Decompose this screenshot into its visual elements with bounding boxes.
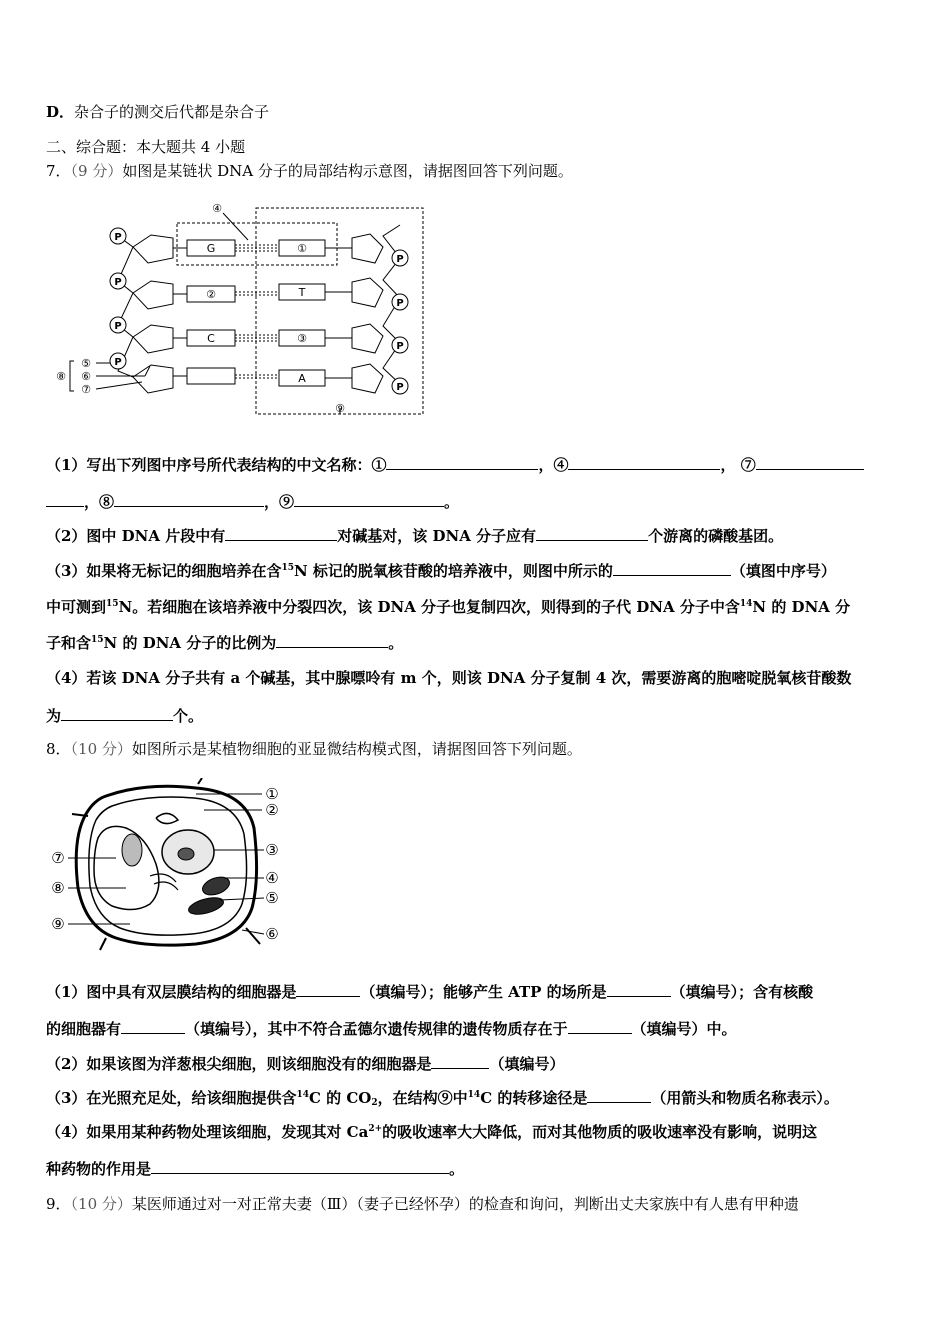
q7-p1-text-a: （1）写出下列图中序号所代表结构的中文名称：① <box>46 456 387 474</box>
cell-label-9: ⑨ <box>51 915 65 933</box>
dna-structure-diagram <box>50 196 430 418</box>
q7-p3-text-a: （3）如果将无标记的细胞培养在含 <box>46 562 282 580</box>
q7-number: 7． <box>46 162 71 180</box>
q8-part3 <box>46 1087 839 1108</box>
q7-p3-text-e: N。若细胞在该培养液中分裂四次，该 DNA 分子也复制四次，则得到的子代 DNA 分子中含 <box>118 598 740 616</box>
p-label-6: P <box>396 298 404 309</box>
q7-blank-4[interactable] <box>568 454 720 470</box>
q7-p2-text-a: （2）图中 DNA 片段中有 <box>46 527 226 545</box>
cell-label-3: ③ <box>265 841 279 859</box>
q7-part4-line2 <box>46 705 203 726</box>
q7-p3-sup-15b: 15 <box>106 599 119 609</box>
q7-p4-text-b: 为 <box>46 707 62 725</box>
q8-stem <box>46 739 582 759</box>
q7-stem-text: 如图是某链状 DNA 分子的局部结构示意图，请据图回答下列问题。 <box>122 162 573 180</box>
q8-p3-text-e: （用箭头和物质名称表示）。 <box>651 1089 839 1107</box>
p-label-5: P <box>396 254 404 265</box>
q8-p2-text-b: （填编号） <box>489 1055 565 1073</box>
q8-p4-text-c: 种药物的作用是 <box>46 1160 152 1178</box>
q8-p3-text-a: （3）在光照充足处，给该细胞提供含 <box>46 1089 297 1107</box>
q7-blank-1[interactable] <box>386 454 538 470</box>
q7-blank-8[interactable] <box>114 491 264 507</box>
q7-p3-sup-15c: 15 <box>91 635 104 645</box>
q7-p3-text-f: N 的 DNA 分 <box>752 598 851 616</box>
option-d-letter: D． <box>46 103 75 121</box>
q8-blank-nucleic[interactable] <box>121 1018 185 1034</box>
q7-p3-sup-14: 14 <box>739 599 753 609</box>
q8-part1-line1 <box>46 981 813 1002</box>
q9-score: （10 分） <box>70 1195 132 1213</box>
label-4: ④ <box>212 202 222 215</box>
q9-number: 9． <box>46 1195 71 1213</box>
q7-blank-pairs[interactable] <box>225 525 337 541</box>
cell-label-7: ⑦ <box>51 849 65 867</box>
q8-p1-text-f: （填编号）中。 <box>631 1020 737 1038</box>
base-t: T <box>298 286 306 299</box>
q7-blank-7b[interactable] <box>46 491 84 507</box>
q8-blank-non-mendel[interactable] <box>568 1018 632 1034</box>
label-3: ③ <box>297 332 307 345</box>
q8-p1-text-e: （填编号），其中不符合孟德尔遗传规律的遗传物质存在于 <box>185 1020 568 1038</box>
q8-p4-sup: 2+ <box>368 1124 383 1134</box>
q7-stem <box>46 161 573 181</box>
base-c: C <box>207 332 215 345</box>
q8-p3-sup-14b: 14 <box>467 1090 481 1100</box>
label-1: ① <box>297 242 307 255</box>
p-label-1: P <box>114 232 122 243</box>
q8-blank-drug[interactable] <box>151 1158 449 1174</box>
q7-part3-line3 <box>46 632 403 653</box>
q8-p1-text-c: （填编号）；含有核酸 <box>670 983 814 1001</box>
p-label-8: P <box>396 382 404 393</box>
q8-p3-sup-14a: 14 <box>296 1090 309 1100</box>
q8-p3-sub-2: 2 <box>371 1098 378 1108</box>
q9-stem-text: 某医师通过对一对正常夫妻（Ⅲ）（妻子已经怀孕）的检查和询问，判断出丈夫家族中有人患有甲种遗 <box>131 1195 799 1213</box>
q7-part2 <box>46 525 783 546</box>
q8-p4-text-a: （4）如果用某种药物处理该细胞，发现其对 Ca <box>46 1123 369 1141</box>
q8-p3-text-d: C 的转移途径是 <box>480 1089 588 1107</box>
q7-p3-end: 。 <box>388 634 404 652</box>
q7-part1-line1 <box>46 454 864 475</box>
q8-p3-text-c: ，在结构⑨中 <box>377 1089 468 1107</box>
q7-p1-text-d: ，⑧ <box>84 493 115 511</box>
option-d-text: 杂合子的测交后代都是杂合子 <box>74 103 270 121</box>
label-2: ② <box>206 288 216 301</box>
base-g: G <box>206 242 216 255</box>
q8-blank-atp[interactable] <box>607 981 671 997</box>
option-d <box>46 102 269 122</box>
q8-blank-double-membrane[interactable] <box>296 981 360 997</box>
q7-blank-9[interactable] <box>294 491 444 507</box>
label-9: ⑨ <box>335 402 345 415</box>
plant-cell-diagram <box>46 778 286 952</box>
q7-p3-text-h: N 的 DNA 分子的比例为 <box>103 634 277 652</box>
q8-p1-text-a: （1）图中具有双层膜结构的细胞器是 <box>46 983 297 1001</box>
p-label-7: P <box>396 341 404 352</box>
label-7: ⑦ <box>81 383 91 396</box>
q7-p3-text-c: （填图中序号） <box>730 562 836 580</box>
cell-label-5: ⑤ <box>265 889 279 907</box>
q7-p1-end: 。 <box>444 493 460 511</box>
q7-score: （9 分） <box>70 162 123 180</box>
cell-label-4: ④ <box>265 869 279 887</box>
q8-part1-line2 <box>46 1018 737 1039</box>
q8-p1-text-b: （填编号）；能够产生 ATP 的场所是 <box>360 983 607 1001</box>
q8-number: 8． <box>46 740 71 758</box>
q7-p4-text-c: 个。 <box>173 707 204 725</box>
q7-p2-text-c: 个游离的磷酸基团。 <box>648 527 784 545</box>
q7-blank-cytosine[interactable] <box>61 705 173 721</box>
q8-p3-text-b: C 的 CO <box>308 1089 372 1107</box>
cell-label-2: ② <box>265 801 279 819</box>
q8-score: （10 分） <box>70 740 132 758</box>
q8-p4-end: 。 <box>449 1160 465 1178</box>
q7-p1-text-b: ，④ <box>538 456 569 474</box>
q7-p3-text-d: 中可测到 <box>46 598 107 616</box>
q7-part3-line1 <box>46 560 836 581</box>
q7-p1-text-c: ， ⑦ <box>720 456 756 474</box>
q7-part4-line1: （4）若该 DNA 分子共有 a 个碱基，其中腺嘌呤有 m 个，则该 DNA 分子复制 4 次，需要游离的胞嘧啶脱氧核苷酸数 <box>46 669 852 687</box>
q7-blank-7a[interactable] <box>756 454 864 470</box>
q7-p1-text-e: ，⑨ <box>264 493 295 511</box>
q8-p1-text-d: 的细胞器有 <box>46 1020 122 1038</box>
p-label-3: P <box>114 321 122 332</box>
q8-blank-root-tip[interactable] <box>431 1053 489 1069</box>
section-title: 二、综合题：本大题共 4 小题 <box>46 138 246 156</box>
q8-stem-text: 如图所示是某植物细胞的亚显微结构模式图，请据图回答下列问题。 <box>131 740 582 758</box>
p-label-4: P <box>114 357 122 368</box>
label-8: ⑧ <box>56 370 66 383</box>
p-label-2: P <box>114 277 122 288</box>
label-5: ⑤ <box>81 357 91 370</box>
q7-part3-line2 <box>46 597 850 617</box>
q8-p2-text-a: （2）如果该图为洋葱根尖细胞，则该细胞没有的细胞器是 <box>46 1055 432 1073</box>
cell-label-6: ⑥ <box>265 925 279 943</box>
q8-part4-line1 <box>46 1122 817 1142</box>
q7-blank-phosphate[interactable] <box>536 525 648 541</box>
q7-p2-text-b: 对碱基对，该 DNA 分子应有 <box>337 527 537 545</box>
cell-label-1: ① <box>265 785 279 803</box>
label-6: ⑥ <box>81 370 91 383</box>
q7-part1-line2 <box>46 491 459 512</box>
base-a: A <box>298 372 306 385</box>
q7-p3-sup-15a: 15 <box>281 563 294 573</box>
q9-stem <box>46 1194 799 1214</box>
cell-label-8: ⑧ <box>51 879 65 897</box>
q7-blank-ratio[interactable] <box>276 632 388 648</box>
q7-p3-text-b: N 标记的脱氧核苷酸的培养液中，则图中所示的 <box>293 562 613 580</box>
q8-p4-text-b: 的吸收速率大大降低，而对其他物质的吸收速率没有影响，说明这 <box>382 1123 818 1141</box>
q8-blank-pathway[interactable] <box>587 1087 651 1103</box>
q8-part2 <box>46 1053 564 1074</box>
q7-p3-text-g: 子和含 <box>46 634 92 652</box>
q8-part4-line2 <box>46 1158 464 1179</box>
q7-blank-label[interactable] <box>613 560 731 576</box>
